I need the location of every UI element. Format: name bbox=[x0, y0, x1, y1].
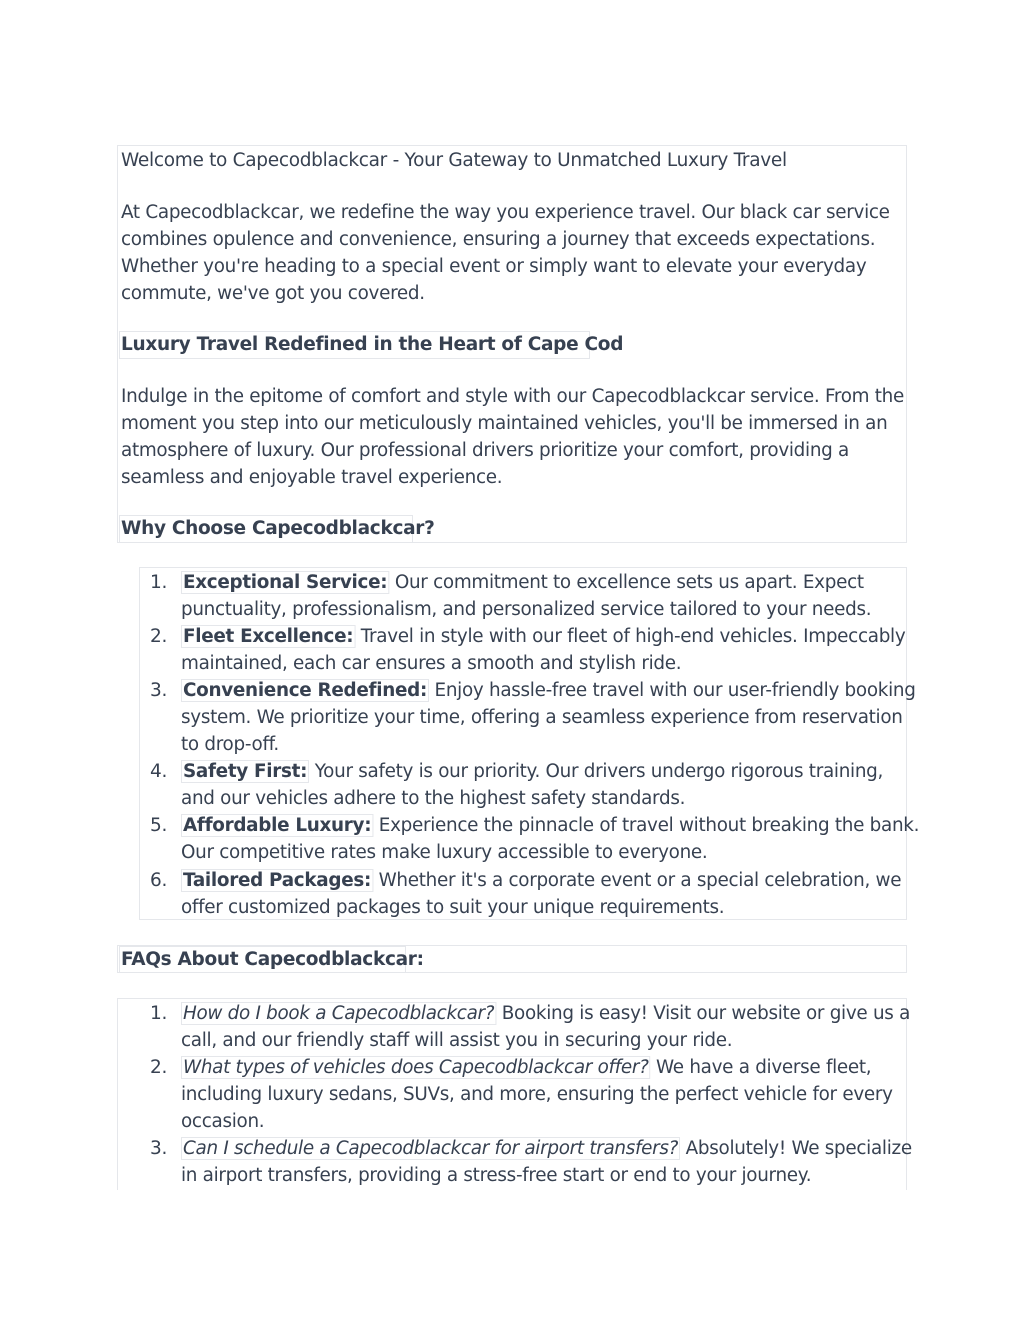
paragraph-line: atmosphere of luxury. Our professional drivers prioritize your comfort, providing a bbox=[121, 440, 850, 461]
list-number: 1. bbox=[150, 572, 168, 593]
faq-question: Can I schedule a Capecodblackcar for airport transfers? bbox=[182, 1138, 679, 1159]
list-item-term: Convenience Redefined: bbox=[182, 680, 428, 701]
list-item-text: system. We prioritize your time, offering a seamless experience from reservation bbox=[181, 707, 903, 728]
list-item-text: Our commitment to excellence sets us apart. Expect bbox=[389, 572, 864, 593]
page-title: Welcome to Capecodblackcar - Your Gateway to Unmatched Luxury Travel bbox=[121, 150, 787, 171]
faq-heading: FAQs About Capecodblackcar: bbox=[121, 949, 424, 970]
faq-answer: call, and our friendly staff will assist you in securing your ride. bbox=[181, 1030, 733, 1051]
list-item-text: and our vehicles adhere to the highest safety standards. bbox=[181, 788, 686, 809]
why-heading: Why Choose Capecodblackcar? bbox=[121, 518, 435, 539]
paragraph-line: Whether you're heading to a special event or simply want to elevate your everyday bbox=[121, 256, 867, 277]
list-number: 5. bbox=[150, 815, 168, 836]
faq-answer: in airport transfers, providing a stress-free start or end to your journey. bbox=[181, 1165, 812, 1186]
list-item-text: maintained, each car ensures a smooth and stylish ride. bbox=[181, 653, 682, 674]
paragraph-line: moment you step into our meticulously maintained vehicles, you'll be immersed in an bbox=[121, 413, 888, 434]
paragraph-line: Indulge in the epitome of comfort and style with our Capecodblackcar service. From the bbox=[121, 386, 904, 407]
faq-answer: Absolutely! We specialize bbox=[680, 1138, 912, 1159]
list-number: 4. bbox=[150, 761, 168, 782]
faq-question: How do I book a Capecodblackcar? bbox=[182, 1003, 495, 1024]
list-item-term: Exceptional Service: bbox=[182, 572, 388, 593]
list-number: 2. bbox=[150, 1057, 168, 1078]
list-number: 3. bbox=[150, 680, 168, 701]
list-item-text: Our competitive rates make luxury accessible to everyone. bbox=[181, 842, 708, 863]
list-number: 3. bbox=[150, 1138, 168, 1159]
faq-answer: Booking is easy! Visit our website or give us a bbox=[496, 1003, 911, 1024]
list-item-text: offer customized packages to suit your unique requirements. bbox=[181, 897, 725, 918]
list-item-text: punctuality, professionalism, and personalized service tailored to your needs. bbox=[181, 599, 872, 620]
luxury-heading: Luxury Travel Redefined in the Heart of Cape Cod bbox=[121, 334, 624, 355]
faq-answer: occasion. bbox=[181, 1111, 265, 1132]
luxury-paragraph bbox=[121, 383, 906, 491]
intro-paragraph bbox=[121, 199, 906, 307]
faq-answer: including luxury sedans, SUVs, and more, ensuring the perfect vehicle for every bbox=[181, 1084, 893, 1105]
list-item-text: Travel in style with our fleet of high-end vehicles. Impeccably bbox=[355, 626, 906, 647]
paragraph-line: commute, we've got you covered. bbox=[121, 283, 425, 304]
list-item-term: Tailored Packages: bbox=[182, 870, 372, 891]
list-number: 2. bbox=[150, 626, 168, 647]
list-number: 1. bbox=[150, 1003, 168, 1024]
list-item-text: Whether it's a corporate event or a special celebration, we bbox=[373, 870, 902, 891]
list-item-term: Safety First: bbox=[182, 761, 308, 782]
list-item-text: Enjoy hassle-free travel with our user-friendly booking bbox=[428, 680, 916, 701]
list-item-text: to drop-off. bbox=[181, 734, 279, 755]
faq-answer: We have a diverse fleet, bbox=[650, 1057, 872, 1078]
list-item-term: Affordable Luxury: bbox=[182, 815, 372, 836]
faq-question: What types of vehicles does Capecodblackcar offer? bbox=[182, 1057, 649, 1078]
list-number: 6. bbox=[150, 870, 168, 891]
paragraph-line: seamless and enjoyable travel experience. bbox=[121, 467, 503, 488]
paragraph-line: combines opulence and convenience, ensuring a journey that exceeds expectations. bbox=[121, 229, 876, 250]
list-item-text: Experience the pinnacle of travel without breaking the bank. bbox=[373, 815, 920, 836]
list-item-term: Fleet Excellence: bbox=[182, 626, 354, 647]
paragraph-line: At Capecodblackcar, we redefine the way you experience travel. Our black car service bbox=[121, 202, 890, 223]
list-item-text: Your safety is our priority. Our drivers undergo rigorous training, bbox=[309, 761, 884, 782]
